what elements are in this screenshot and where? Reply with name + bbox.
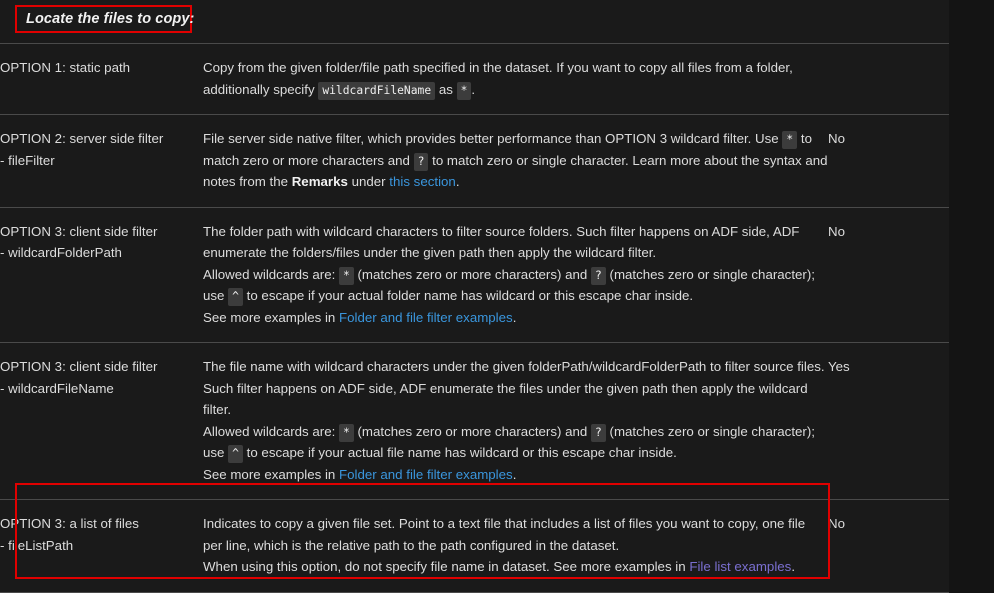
- description-text: .: [455, 174, 460, 189]
- page-right-gutter: [949, 0, 994, 593]
- description-text: under: [347, 174, 390, 189]
- required-cell: Yes: [828, 359, 850, 374]
- section-heading: [0, 0, 949, 43]
- inline-code-chip: ?: [591, 424, 606, 442]
- inline-code-chip: wildcardFileName: [318, 82, 435, 100]
- heading-text: Locate the files to copy:: [26, 11, 195, 27]
- inline-code-chip: *: [782, 131, 797, 149]
- description-text: When using this option, do not specify file name in dataset. See more examples in: [203, 559, 690, 574]
- required-cell: [828, 44, 949, 115]
- table-row: [0, 207, 949, 343]
- doc-link[interactable]: File list examples: [689, 559, 792, 574]
- description-text: File server side native filter, which provides better performance than OPTION 3 wildcard filter. Use: [203, 131, 783, 146]
- property-name-cell: [0, 44, 203, 115]
- description-text: See more examples in: [203, 309, 339, 325]
- doc-link[interactable]: this section: [389, 174, 456, 189]
- required-cell: No: [828, 223, 845, 239]
- property-name-cell: [0, 343, 203, 500]
- description-text: (matches zero or single character); use: [203, 423, 815, 460]
- description-text: The file name with wildcard characters under the given folderPath/wildcardFolderPath to filter source files. Such filter happens on ADF side, ADF enumerate the files under the given path then apply the wildcard filter.: [203, 359, 825, 417]
- property-name-secondary: - wildcardFolderPath: [0, 245, 122, 260]
- properties-table-body: [0, 44, 949, 593]
- property-description-cell: [203, 115, 828, 208]
- required-cell: No: [828, 516, 845, 531]
- property-name-primary: OPTION 2: server side filter: [0, 131, 164, 146]
- property-description-cell: [203, 343, 828, 500]
- inline-code-chip: ?: [414, 153, 429, 171]
- description-text: to escape if your actual folder name has wildcard or this escape char inside.: [242, 288, 694, 303]
- description-text: (matches zero or more characters) and: [353, 423, 592, 439]
- description-text: See more examples in: [203, 466, 339, 482]
- description-text: .: [512, 466, 517, 482]
- required-cell: No: [828, 131, 845, 146]
- property-name-secondary: - wildcardFileName: [0, 380, 114, 396]
- description-text: Indicates to copy a given file set. Point to a text file that includes a list of files you want to copy, one file per line, which is the relative path to the path configured in the dataset.: [203, 516, 806, 553]
- inline-code-chip: *: [339, 424, 354, 442]
- table-row: [0, 343, 949, 500]
- inline-code-chip: ^: [228, 288, 243, 306]
- property-description-cell: [203, 207, 828, 343]
- property-name-secondary: - fileListPath: [0, 537, 74, 553]
- table-row: [0, 44, 949, 115]
- doc-link[interactable]: Folder and file filter examples: [339, 466, 513, 482]
- inline-code-chip: *: [339, 267, 354, 285]
- table-row: [0, 115, 949, 208]
- properties-table: [0, 43, 949, 593]
- property-name-primary: OPTION 3: client side filter: [0, 223, 158, 239]
- property-name-primary: OPTION 3: a list of files: [0, 516, 139, 531]
- inline-code-chip: *: [457, 82, 472, 100]
- description-text: Allowed wildcards are:: [203, 423, 339, 439]
- description-text: to escape if your actual file name has wildcard or this escape char inside.: [242, 445, 677, 460]
- property-name-cell: [0, 207, 203, 343]
- description-text: .: [512, 309, 517, 325]
- property-name-cell: [0, 115, 203, 208]
- description-text: as: [435, 81, 457, 97]
- description-text: Copy from the given folder/file path specified in the dataset. If you want to copy all files from a folder, additionally specify: [203, 60, 793, 97]
- description-text: to match zero or more characters and: [203, 131, 812, 168]
- description-text: Allowed wildcards are:: [203, 266, 339, 282]
- inline-code-chip: ?: [591, 267, 606, 285]
- description-text: to match zero or single character. Learn more about the syntax and notes from the: [203, 152, 828, 189]
- description-text: (matches zero or more characters) and: [353, 266, 592, 282]
- property-name-secondary: - fileFilter: [0, 152, 55, 168]
- description-text: .: [791, 559, 796, 574]
- property-name-primary: OPTION 3: client side filter: [0, 359, 158, 374]
- doc-link[interactable]: Folder and file filter examples: [339, 309, 513, 325]
- property-name-primary: OPTION 1: static path: [0, 60, 131, 75]
- property-description-cell: [203, 500, 828, 593]
- inline-code-chip: ^: [228, 445, 243, 463]
- description-text: .: [471, 81, 476, 97]
- description-text: (matches zero or single character); use: [203, 266, 815, 303]
- description-text: The folder path with wildcard characters to filter source folders. Such filter happens on ADF side, ADF enumerate the folders/files under the given path then apply the wildcard filter.: [203, 223, 800, 260]
- property-description-cell: [203, 44, 828, 115]
- property-name-cell: [0, 500, 203, 593]
- table-row: [0, 500, 949, 593]
- emphasis-text: Remarks: [291, 174, 348, 189]
